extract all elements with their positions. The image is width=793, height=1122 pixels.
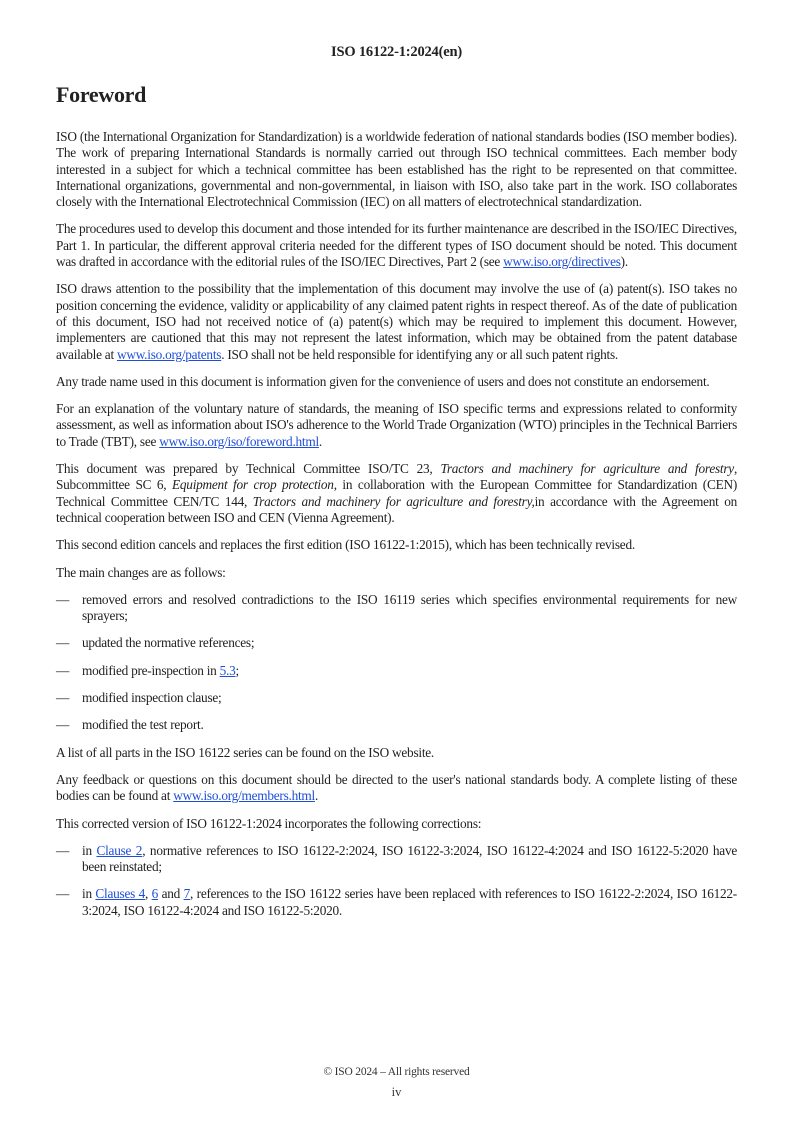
paragraph-iso-intro: ISO (the International Organization for Standardization) is a worldwide federation of national standards bodies (ISO member bodies). The work of preparing International Standards is normally carried out through ISO technical committees. Each member body interested in a subject for which a technical committee has been established has the right to be represented on that committee. International organizations, governmental and non-governmental, in liaison with ISO, also take part in the work. ISO collaborates closely with the International Electrotechnical Commission (IEC) on all matters of electrotechnical standardization.: [56, 129, 737, 210]
foreword-body: [56, 129, 737, 930]
dash-bullet-icon: —: [56, 591, 70, 607]
paragraph-parts-list: A list of all parts in the ISO 16122 series can be found on the ISO website.: [56, 744, 434, 760]
paragraph-prepared-by: This document was prepared by Technical Committee ISO/TC 23, Tractors and machinery for agriculture and forestry, Subcommittee SC 6, Equipment for crop protection, in collaboration with the European Committee for Standardization (CEN) Technical Committee CEN/TC 144, Tractors and machinery for agriculture and forestry,in accordance with the Agreement on technical cooperation between ISO and CEN (Vienna Agreement).: [56, 461, 738, 525]
dash-bullet-icon: —: [56, 717, 70, 733]
list-item: — in Clause 2, normative references to ISO 16122-2:2024, ISO 16122-3:2024, ISO 16122-4:2024 and ISO 16122-5:2020 have been reinstated;: [56, 842, 738, 875]
paragraph-second-edition: This second edition cancels and replaces the first edition (ISO 16122-1:2015), which has been technically revised.: [56, 537, 635, 553]
list-item: — modified the test report.: [56, 717, 204, 733]
list-item: — modified inspection clause;: [56, 690, 222, 706]
members-link[interactable]: www.iso.org/members.html: [173, 788, 315, 804]
list-item: — updated the normative references;: [56, 635, 255, 651]
clause-7-link[interactable]: 7: [183, 886, 191, 902]
paragraph-corrections-intro: This corrected version of ISO 16122-1:2024 incorporates the following corrections:: [56, 815, 482, 831]
dash-bullet-icon: —: [56, 842, 70, 858]
list-item: — in Clauses 4, 6 and 7, references to the ISO 16122 series have been replaced with references to ISO 16122-2:2024, ISO 16122-3:2024, ISO 16122-4:2024 and ISO 16122-5:2020.: [56, 886, 737, 918]
dash-bullet-icon: —: [56, 886, 70, 902]
foreword-link[interactable]: www.iso.org/iso/foreword.html: [159, 433, 319, 449]
paragraph-trade-name: Any trade name used in this document is information given for the convenience of users and does not constitute an endorsement.: [56, 373, 710, 389]
paragraph-patents: ISO draws attention to the possibility that the implementation of this document may involve the use of (a) patent(s). ISO takes no position concerning the evidence, validity or applicability of any claimed patent rights in respect thereof. As of the date of publication of this document, ISO had not received notice of (a) patent(s) which may be required to implement this document. However, implementers are cautioned that this may not represent the latest information, which may be obtained from the patent database available at www.iso.org/patents. ISO shall not be held responsible for identifying any or all such patent rights.: [56, 281, 737, 362]
changes-list: [56, 592, 737, 734]
copyright-footer: © ISO 2024 – All rights reserved: [323, 1066, 470, 1078]
page-number: iv: [391, 1085, 402, 1099]
corrections-list: [56, 843, 737, 919]
clause-5-3-link[interactable]: 5.3: [219, 662, 236, 678]
list-item: — modified pre-inspection in 5.3;: [56, 662, 239, 678]
dash-bullet-icon: —: [56, 635, 70, 651]
paragraph-main-changes-intro: The main changes are as follows:: [56, 564, 226, 580]
directives-link[interactable]: www.iso.org/directives: [503, 254, 621, 270]
paragraph-voluntary-nature: For an explanation of the voluntary nature of standards, the meaning of ISO specific terms and expressions related to conformity assessment, as well as information about ISO's adherence to the World Trade Organization (WTO) principles in the Technical Barriers to Trade (TBT), see www.iso.org/iso/foreword.html.: [56, 401, 737, 449]
clause-6-link[interactable]: 6: [151, 886, 159, 902]
patents-link[interactable]: www.iso.org/patents: [116, 346, 222, 362]
clause-4-link[interactable]: Clauses 4: [95, 886, 145, 902]
list-item: — removed errors and resolved contradictions to the ISO 16119 series which specifies environmental requirements for new sprayers;: [56, 591, 737, 624]
dash-bullet-icon: —: [56, 662, 70, 678]
page-title: Foreword: [56, 82, 147, 107]
paragraph-feedback: Any feedback or questions on this document should be directed to the user's national standards body. A complete listing of these bodies can be found at www.iso.org/members.html.: [56, 771, 737, 804]
document-header: ISO 16122-1:2024(en): [331, 44, 462, 60]
paragraph-procedures: The procedures used to develop this document and those intended for its further maintenance are described in the ISO/IEC Directives, Part 1. In particular, the different approval criteria needed for the different types of ISO document should be noted. This document was drafted in accordance with the editorial rules of the ISO/IEC Directives, Part 2 (see www.iso.org/directives).: [56, 221, 737, 270]
clause-2-link[interactable]: Clause 2: [96, 842, 143, 858]
dash-bullet-icon: —: [56, 690, 70, 706]
